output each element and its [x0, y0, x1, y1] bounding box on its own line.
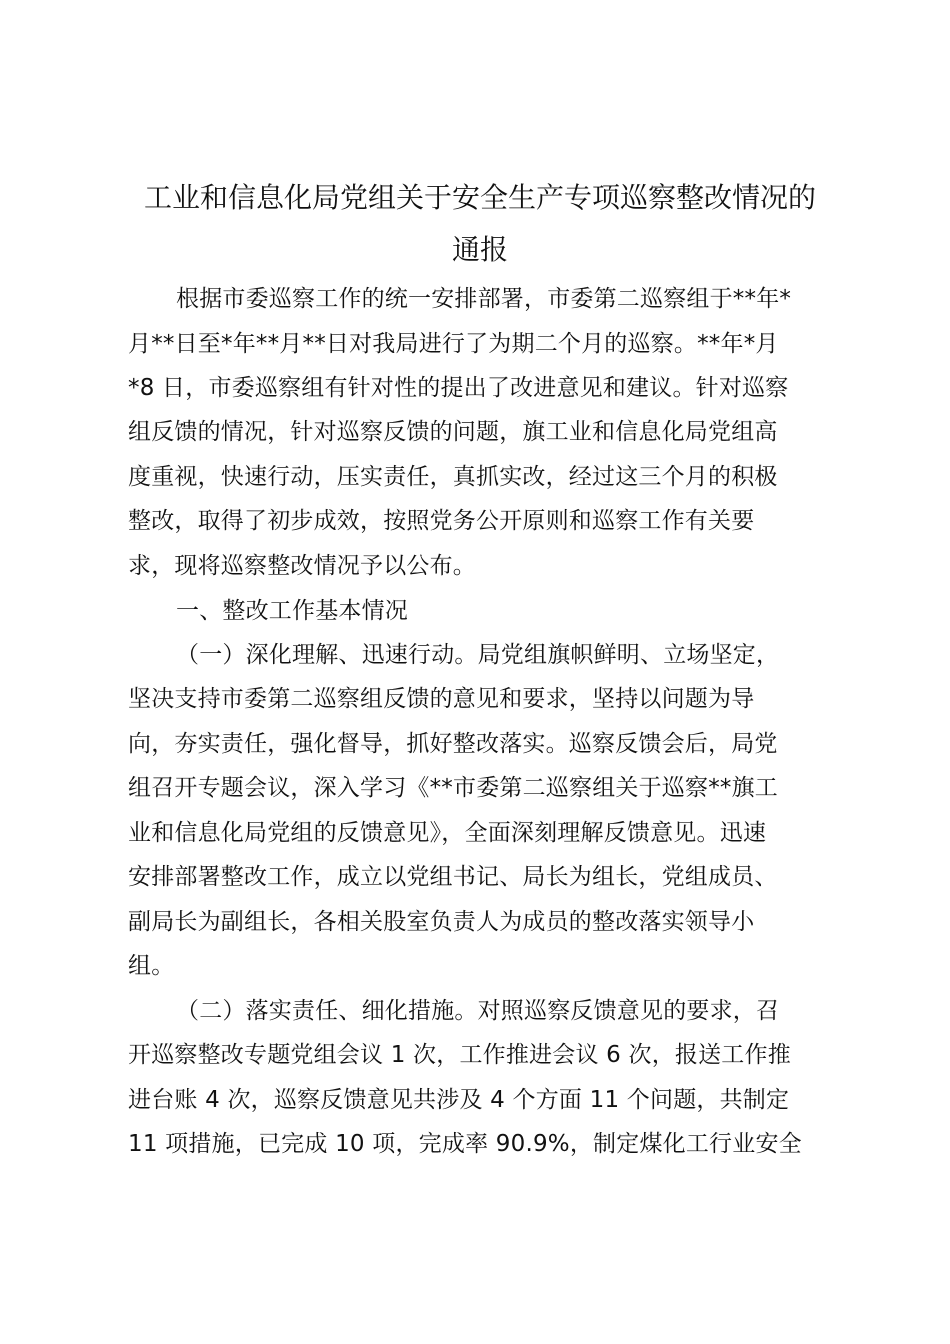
body-line: *8 日，市委巡察组有针对性的提出了改进意见和建议。针对巡察	[128, 375, 789, 401]
body-line: 11 项措施，已完成 10 项，完成率 90.9%，制定煤化工行业安全	[128, 1131, 802, 1157]
body-line: 组。	[128, 953, 175, 979]
body-line: 开巡察整改专题党组会议 1 次，工作推进会议 6 次，报送工作推	[128, 1042, 791, 1068]
body-line: 向，夯实责任，强化督导，抓好整改落实。巡察反馈会后，局党	[128, 731, 778, 757]
body-line: 组召开专题会议，深入学习《**市委第二巡察组关于巡察**旗工	[128, 775, 778, 801]
body-line: （一）深化理解、迅速行动。局党组旗帜鲜明、立场坚定，	[176, 642, 780, 668]
body-line: 整改，取得了初步成效，按照党务公开原则和巡察工作有关要	[128, 508, 755, 534]
body-line: 进台账 4 次，巡察反馈意见共涉及 4 个方面 11 个问题，共制定	[128, 1087, 790, 1113]
body-line: 坚决支持市委第二巡察组反馈的意见和要求，坚持以问题为导	[128, 686, 755, 712]
body-line: 业和信息化局党组的反馈意见》，全面深刻理解反馈意见。迅速	[128, 820, 767, 846]
body-line: 副局长为副组长，各相关股室负责人为成员的整改落实领导小	[128, 909, 755, 935]
body-line: 根据市委巡察工作的统一安排部署，市委第二巡察组于**年*	[176, 286, 792, 312]
document-title-line-1: 工业和信息化局党组关于安全生产专项巡察整改情况的	[143, 181, 816, 214]
body-line: 度重视，快速行动，压实责任，真抓实改，经过这三个月的积极	[128, 464, 778, 490]
body-line: 安排部署整改工作，成立以党组书记、局长为组长，党组成员、	[128, 864, 778, 890]
section-heading: 一、整改工作基本情况	[176, 598, 408, 624]
body-line: 求，现将巡察整改情况予以公布。	[128, 553, 476, 579]
body-line: （二）落实责任、细化措施。对照巡察反馈意见的要求，召	[176, 998, 780, 1024]
body-line: 组反馈的情况，针对巡察反馈的问题，旗工业和信息化局党组高	[128, 419, 778, 445]
body-line: 月**日至*年**月**日对我局进行了为期二个月的巡察。**年*月	[128, 331, 779, 357]
document-title-line-2: 通报	[451, 233, 508, 266]
